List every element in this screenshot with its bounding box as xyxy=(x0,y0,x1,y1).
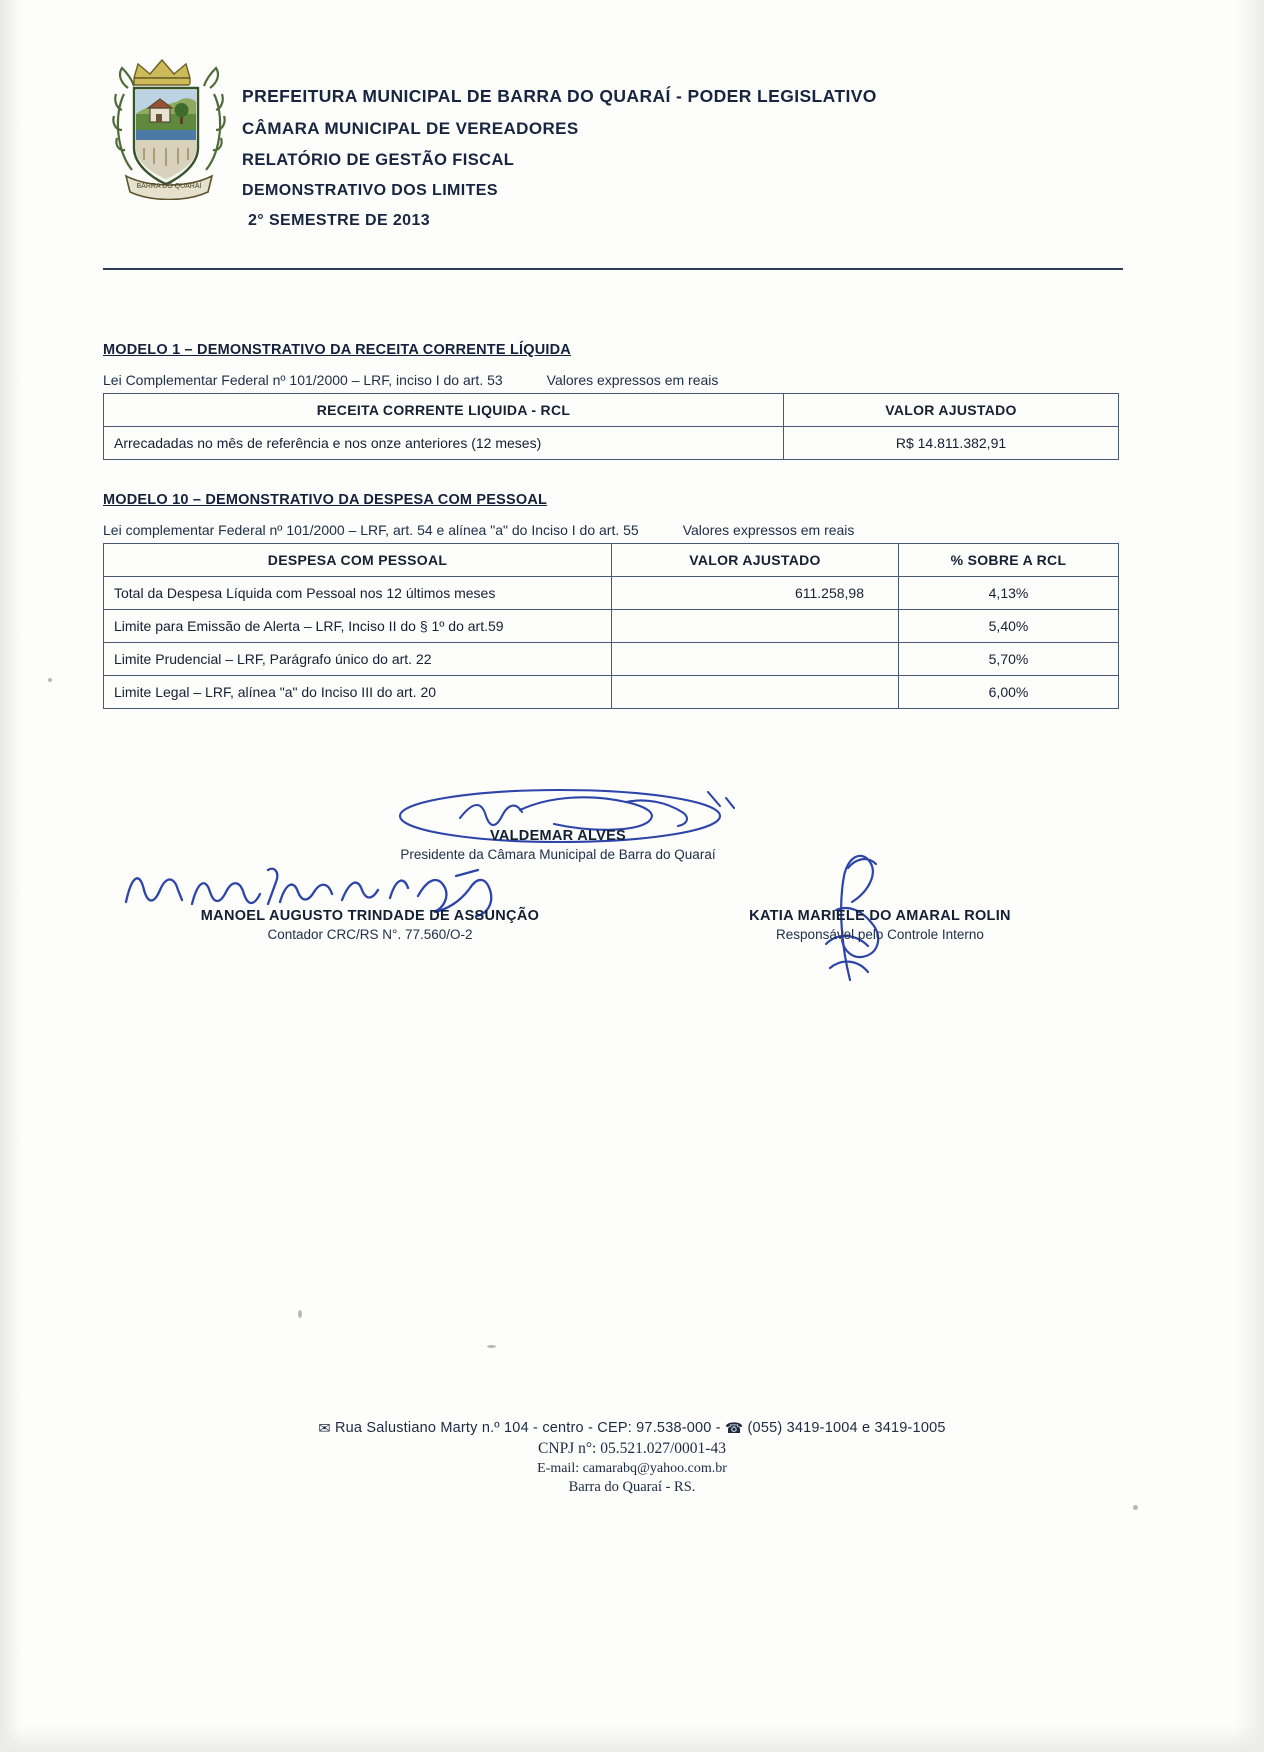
table-row xyxy=(104,643,1119,676)
envelope-icon: ✉ xyxy=(318,1421,331,1437)
document-footer xyxy=(0,1420,1264,1496)
section-modelo-10 xyxy=(103,492,1123,709)
signature-name-internal-control: KATIA MARIELE DO AMARAL ROLIN xyxy=(749,908,1011,924)
section-modelo-1 xyxy=(103,342,1123,460)
column-header-despesa-com-pessoal: DESPESA COM PESSOAL xyxy=(104,544,612,577)
footer-cnpj: CNPJ n°: 05.521.027/0001-43 xyxy=(538,1440,726,1457)
scan-speck xyxy=(48,678,52,682)
scan-speck xyxy=(487,1345,496,1348)
telephone-icon: ☎ xyxy=(725,1421,744,1437)
section-2-law-reference: Lei complementar Federal nº 101/2000 – LRF, art. 54 e alínea "a" do Inciso I do art. 55 xyxy=(103,522,639,538)
header-line-report: RELATÓRIO DE GESTÃO FISCAL xyxy=(242,151,515,169)
signature-block-accountant xyxy=(60,908,680,942)
table-despesa-com-pessoal xyxy=(103,543,1119,709)
column-header-valor-ajustado: VALOR AJUSTADO xyxy=(784,394,1119,427)
row-label: Arrecadadas no mês de referência e nos onze anteriores (12 meses) xyxy=(104,427,784,460)
table-header-row xyxy=(104,544,1119,577)
column-header-valor-ajustado: VALOR AJUSTADO xyxy=(612,544,899,577)
row-label: Limite para Emissão de Alerta – LRF, Inciso II do § 1º do art.59 xyxy=(104,610,612,643)
table-row xyxy=(104,610,1119,643)
table-row xyxy=(104,427,1119,460)
row-percent: 5,40% xyxy=(899,610,1119,643)
section-1-units-note: Valores expressos em reais xyxy=(546,372,719,388)
row-percent: 5,70% xyxy=(899,643,1119,676)
header-line-chamber: CÂMARA MUNICIPAL DE VEREADORES xyxy=(242,119,579,138)
header-title-block xyxy=(242,48,877,242)
scan-edge-bottom xyxy=(0,1726,1264,1752)
header-line-subtitle: DEMONSTRATIVO DOS LIMITES xyxy=(242,182,498,199)
signature-name-accountant: MANOEL AUGUSTO TRINDADE DE ASSUNÇÃO xyxy=(200,908,540,924)
scan-speck xyxy=(1133,1505,1138,1510)
section-2-units-note: Valores expressos em reais xyxy=(682,522,855,538)
header-divider xyxy=(103,268,1123,270)
row-label: Limite Prudencial – LRF, Parágrafo único do art. 22 xyxy=(104,643,612,676)
signature-name-president: VALDEMAR ALVES xyxy=(489,828,627,844)
signature-role-president: Presidente da Câmara Municipal de Barra do Quaraí xyxy=(400,847,716,862)
footer-phones: (055) 3419-1004 e 3419-1005 xyxy=(747,1420,946,1436)
svg-text:BARRA DO QUARAÍ: BARRA DO QUARAÍ xyxy=(136,183,202,190)
document-header xyxy=(110,48,1120,242)
row-value: 611.258,98 xyxy=(612,577,899,610)
row-percent: 6,00% xyxy=(899,676,1119,709)
row-value: R$ 14.811.382,91 xyxy=(784,427,1119,460)
section-1-law-row xyxy=(103,372,1123,388)
section-1-title: MODELO 1 – DEMONSTRATIVO DA RECEITA CORRENTE LÍQUIDA xyxy=(103,342,571,358)
table-row xyxy=(104,577,1119,610)
signature-block-president xyxy=(258,828,858,862)
footer-city: Barra do Quaraí - RS. xyxy=(568,1479,696,1495)
row-value xyxy=(612,610,899,643)
row-value xyxy=(612,643,899,676)
column-header-percent-sobre-rcl: % SOBRE A RCL xyxy=(899,544,1119,577)
table-header-row xyxy=(104,394,1119,427)
section-2-title: MODELO 10 – DEMONSTRATIVO DA DESPESA COM PESSOAL xyxy=(103,492,548,508)
header-line-period: 2° SEMESTRE DE 2013 xyxy=(248,212,431,229)
footer-address-line xyxy=(0,1420,1264,1437)
row-value xyxy=(612,676,899,709)
signature-block-internal-control xyxy=(640,908,1120,942)
section-2-law-row xyxy=(103,522,1123,538)
signature-role-internal-control: Responsável pelo Controle Interno xyxy=(776,927,984,942)
scan-speck xyxy=(298,1310,302,1318)
municipal-coat-of-arms-icon xyxy=(110,52,228,200)
footer-address: Rua Salustiano Marty n.º 104 - centro - CEP: 97.538-000 - xyxy=(334,1420,726,1436)
column-header-rcl: RECEITA CORRENTE LIQUIDA - RCL xyxy=(104,394,784,427)
table-row xyxy=(104,676,1119,709)
row-label: Limite Legal – LRF, alínea "a" do Inciso III do art. 20 xyxy=(104,676,612,709)
table-receita-corrente-liquida xyxy=(103,393,1119,460)
row-percent: 4,13% xyxy=(899,577,1119,610)
header-line-entity: PREFEITURA MUNICIPAL DE BARRA DO QUARAÍ - PODER LEGISLATIVO xyxy=(242,86,877,106)
footer-email: E-mail: camarabq@yahoo.com.br xyxy=(537,1461,727,1476)
signature-role-accountant: Contador CRC/RS N°. 77.560/O-2 xyxy=(267,927,473,942)
row-label: Total da Despesa Líquida com Pessoal nos 12 últimos meses xyxy=(104,577,612,610)
section-1-law-reference: Lei Complementar Federal nº 101/2000 – LRF, inciso I do art. 53 xyxy=(103,372,503,388)
